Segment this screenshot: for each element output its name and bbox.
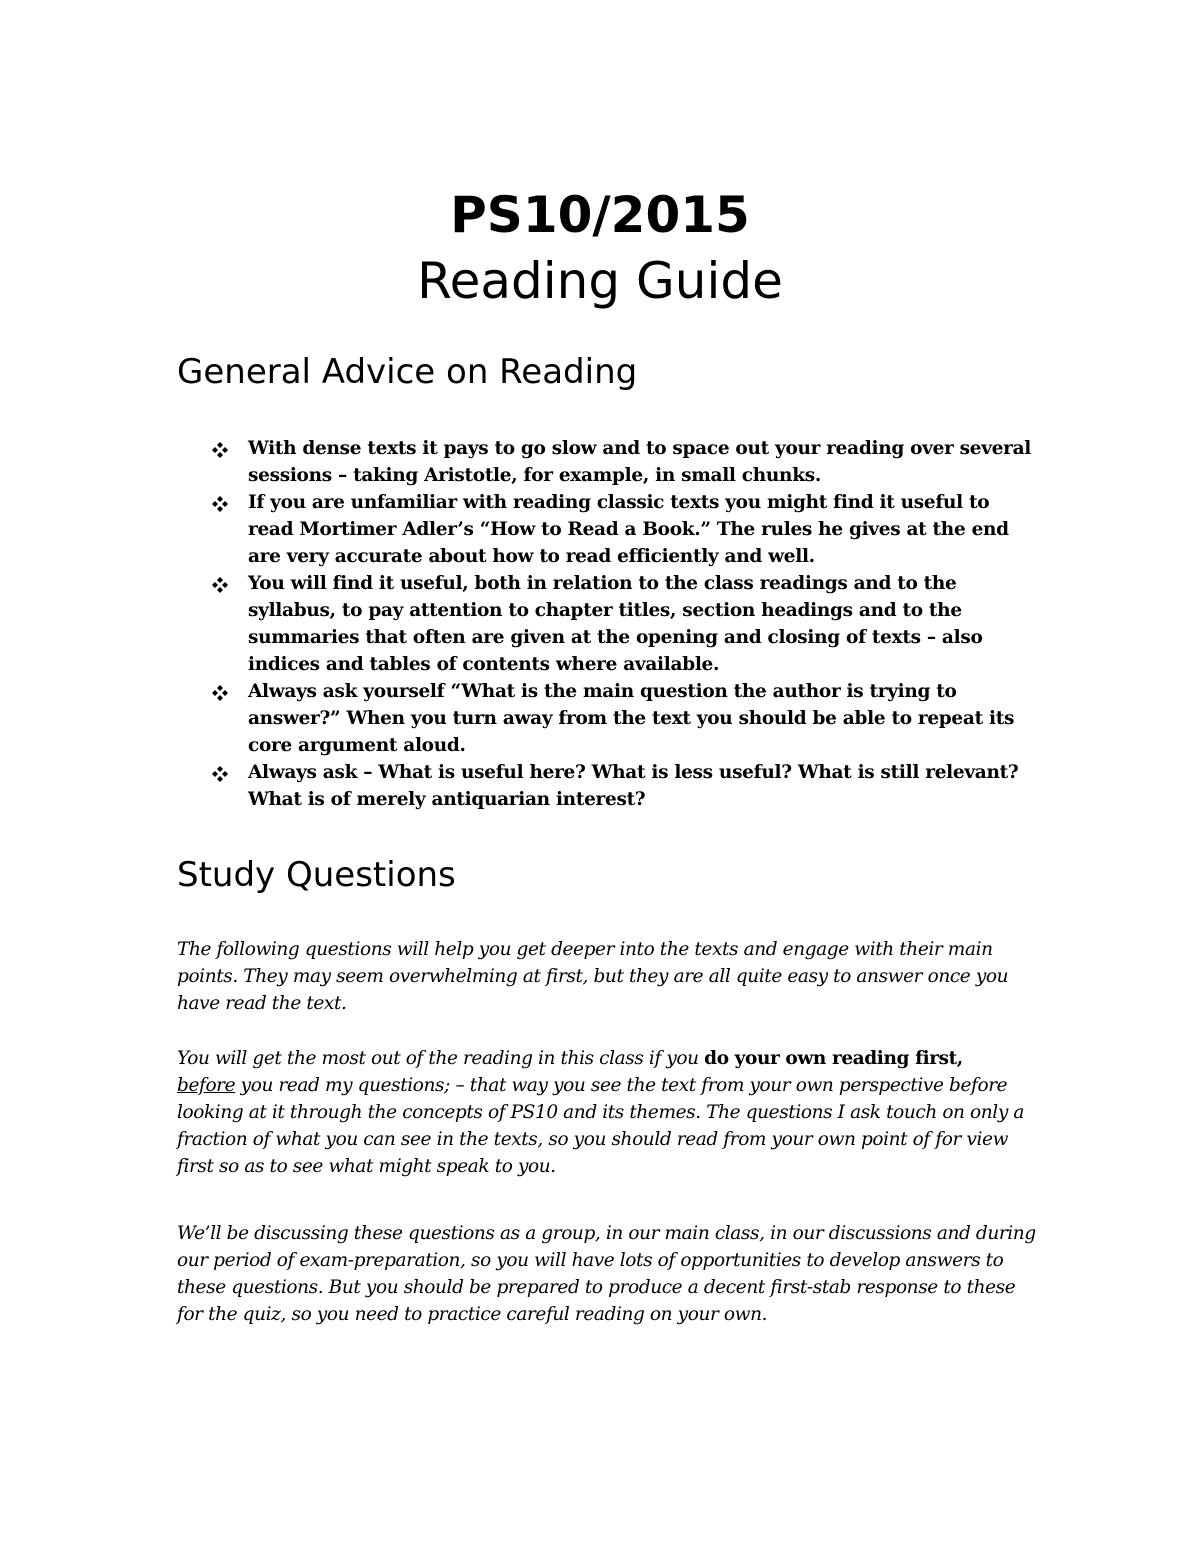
diamond-cluster-icon bbox=[212, 496, 228, 512]
document-title: PS10/2015 bbox=[450, 186, 750, 244]
advice-item-text: You will find it useful, both in relation to the class readings and to the syllabus, to pay attention to chapter titles, section headings and to the summaries that often are given at the opening and closing of texts – also indices and tables of contents where available. bbox=[248, 573, 983, 675]
advice-item bbox=[212, 678, 1032, 759]
emphasis-text: do your own reading first bbox=[704, 1048, 957, 1069]
advice-item-text: With dense texts it pays to go slow and to space out your reading over several sessions – taking Aristotle, for example, in small chunks. bbox=[248, 438, 1032, 486]
advice-item bbox=[212, 489, 1032, 570]
paragraph-text: you read my questions; – that way you see the text from your own perspective before looking at it through the concepts of PS10 and its themes. The questions I ask touch on only a fraction of what you can see in the texts, so you should read from your own point of for view first so as to see what might speak to you. bbox=[177, 1075, 1024, 1177]
advice-item bbox=[212, 570, 1032, 678]
diamond-cluster-icon bbox=[212, 685, 228, 701]
emphasis-comma: , bbox=[956, 1048, 963, 1069]
diamond-cluster-icon bbox=[212, 442, 228, 458]
advice-item bbox=[212, 759, 1032, 813]
diamond-cluster-icon bbox=[212, 577, 228, 593]
advice-item-text: If you are unfamiliar with reading classic texts you might find it useful to read Mortimer Adler’s “How to Read a Book.” The rules he gives at the end are very accurate about how to read efficiently and well. bbox=[248, 492, 1009, 567]
study-heading: Study Questions bbox=[177, 855, 456, 895]
underlined-text: before bbox=[177, 1075, 236, 1096]
advice-item-text: Always ask yourself “What is the main question the author is trying to answer?” When you turn away from the text you should be able to repeat its core argument aloud. bbox=[248, 681, 1015, 756]
advice-list bbox=[212, 435, 1032, 813]
study-intro-paragraph: The following questions will help you get deeper into the texts and engage with their main points. They may seem overwhelming at first, but they are all quite easy to answer once you have read the text. bbox=[177, 939, 1009, 1014]
advice-heading: General Advice on Reading bbox=[177, 352, 638, 392]
document-subtitle: Reading Guide bbox=[417, 252, 783, 310]
study-discussion-paragraph: We’ll be discussing these questions as a group, in our main class, in our discussions and during our period of exam-preparation, so you will have lots of opportunities to develop answers to these questions. But you should be prepared to produce a decent first-stab response to these for the quiz, so you need to practice careful reading on your own. bbox=[177, 1223, 1036, 1325]
advice-item bbox=[212, 435, 1032, 489]
advice-item-text: Always ask – What is useful here? What is less useful? What is still relevant? What is of merely antiquarian interest? bbox=[248, 762, 1019, 810]
diamond-cluster-icon bbox=[212, 766, 228, 782]
study-method-paragraph bbox=[177, 1045, 1037, 1180]
paragraph-text: You will get the most out of the reading in this class if you bbox=[177, 1048, 705, 1069]
